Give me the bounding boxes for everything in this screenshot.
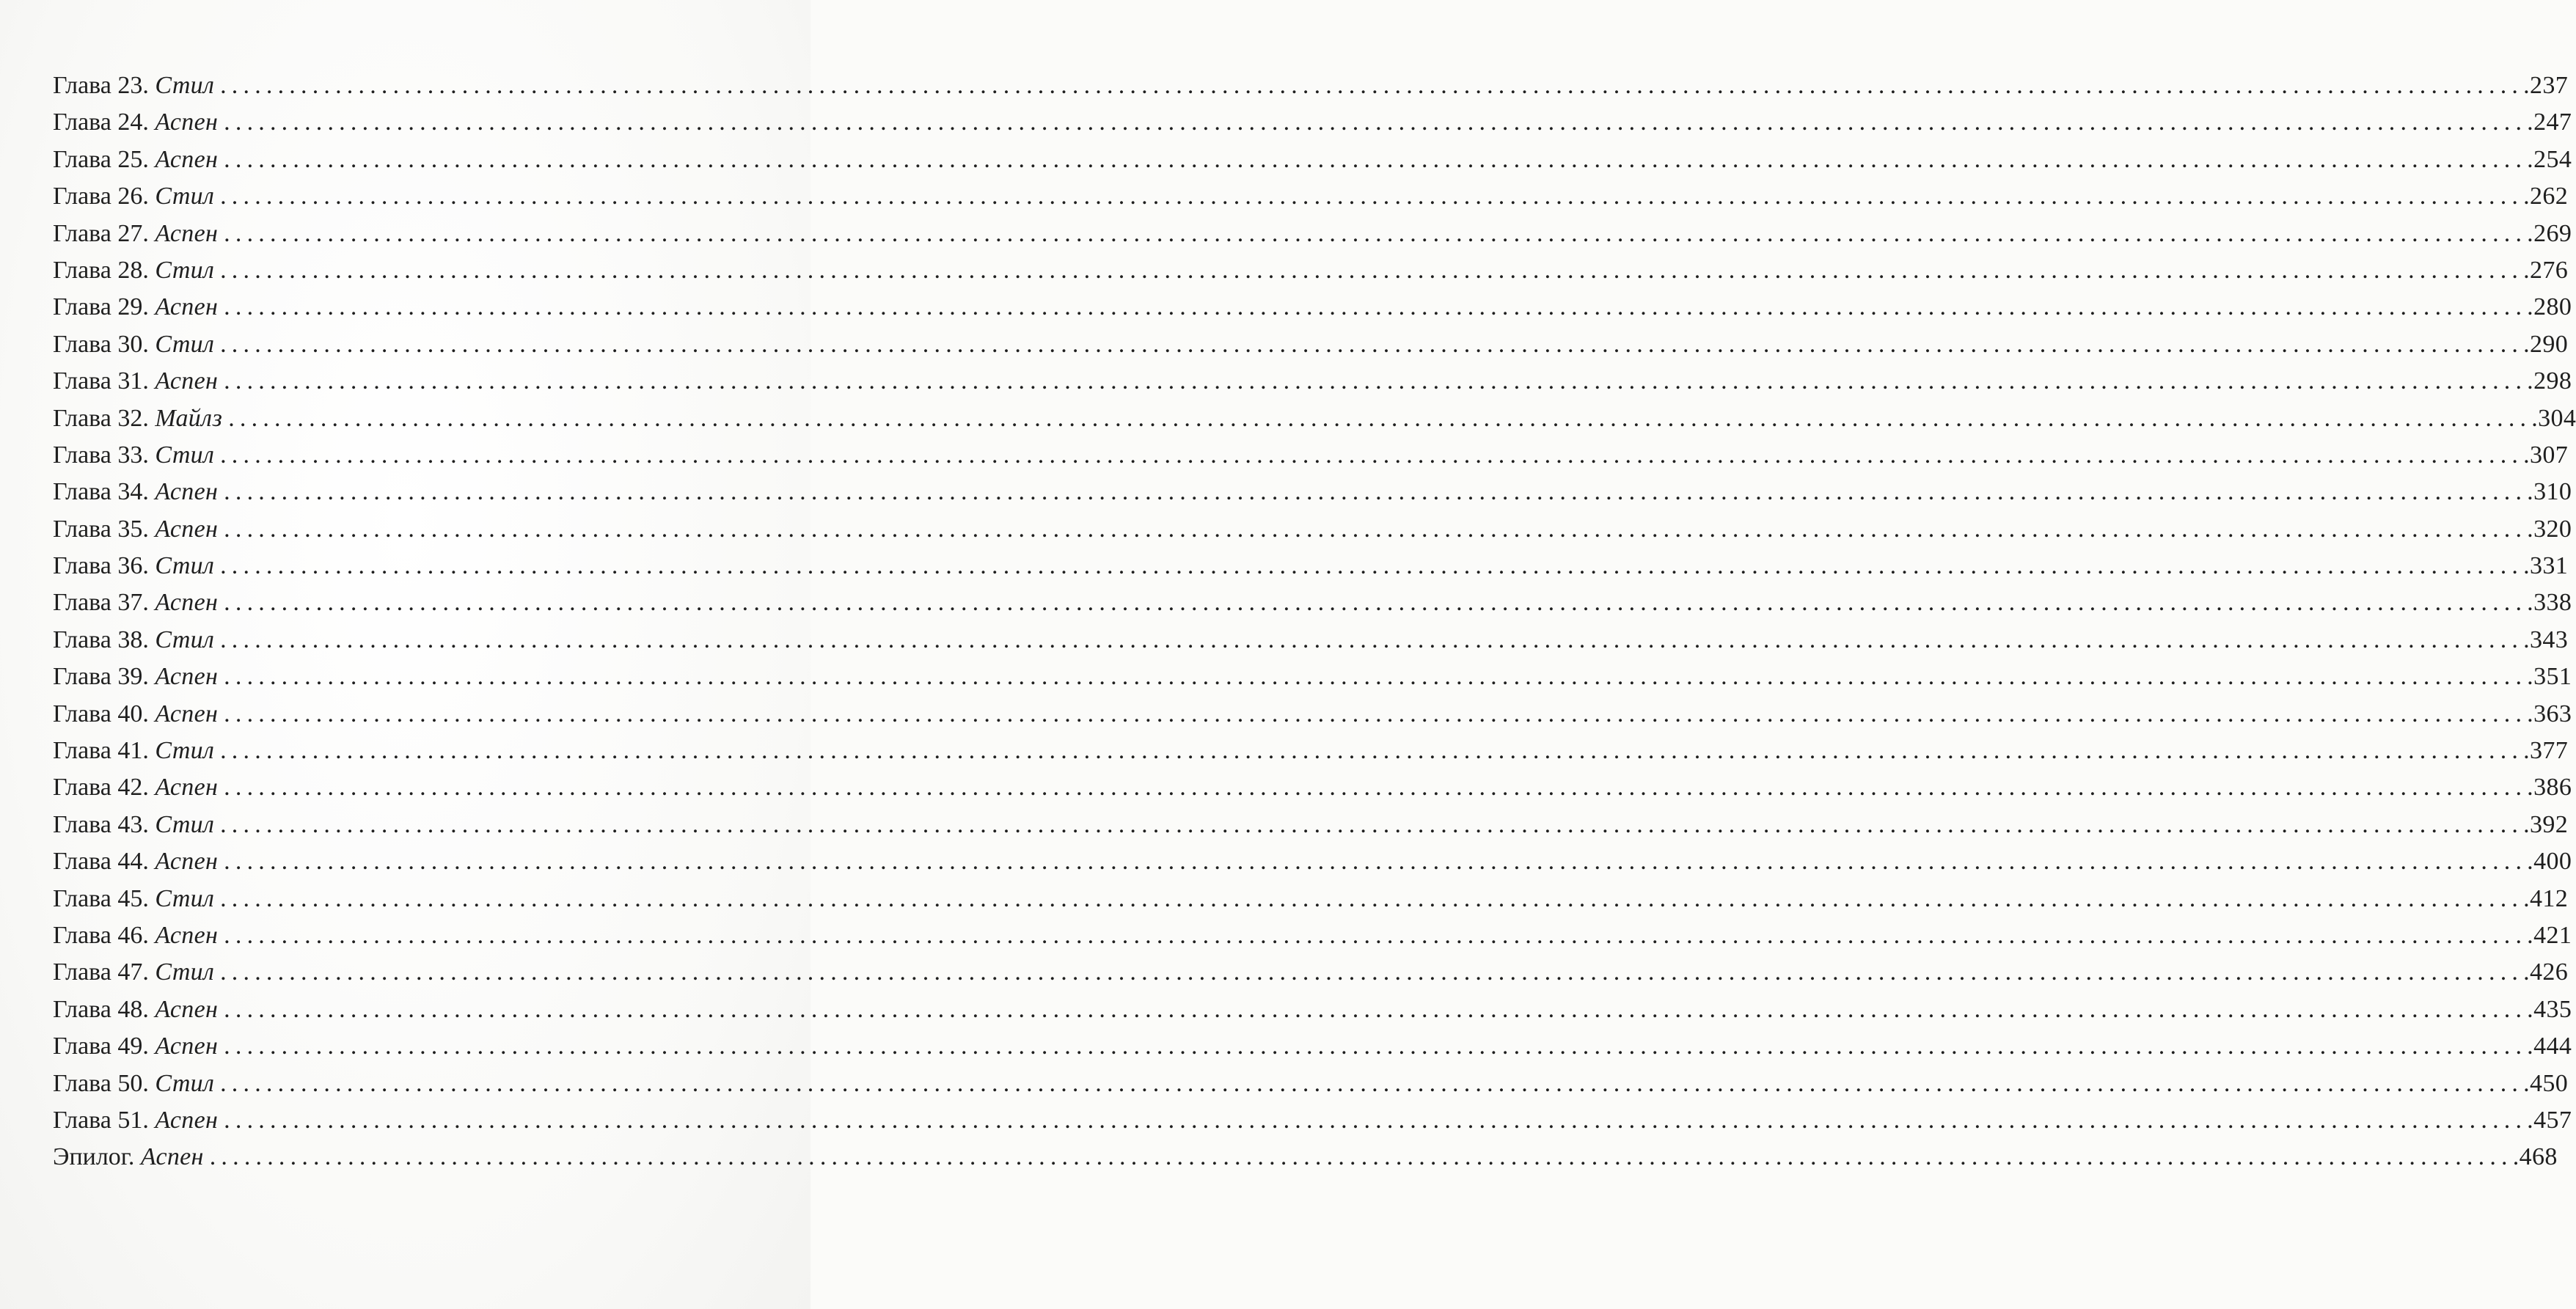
- dot-leader: ........................................................................................................................................................................................................: [224, 1033, 2528, 1060]
- dot-leader: ........................................................................................................................................................................................................: [220, 1069, 2524, 1097]
- page-number: .276: [2523, 256, 2569, 284]
- page-number: .468: [2512, 1143, 2558, 1171]
- toc-entry: [53, 991, 2572, 1028]
- dot-leader: ........................................................................................................................................................................................................: [228, 404, 2532, 432]
- toc-entry: [53, 881, 2569, 917]
- narrator-name: Аспен: [155, 848, 219, 876]
- narrator-name: Стил: [155, 737, 215, 765]
- chapter-number: Глава 49.: [53, 1033, 149, 1060]
- toc-entry: [53, 917, 2572, 954]
- page-number: .331: [2523, 552, 2569, 580]
- page-number: .444: [2527, 1033, 2572, 1060]
- chapter-number: Глава 47.: [53, 958, 149, 986]
- page-number: .237: [2523, 72, 2569, 99]
- chapter-number: Эпилог.: [53, 1143, 135, 1171]
- toc-entry-label: [53, 1028, 218, 1065]
- toc-entry-label: [53, 178, 214, 215]
- narrator-name: Аспен: [155, 293, 219, 321]
- narrator-name: Стил: [155, 552, 215, 580]
- page-number: .247: [2527, 109, 2572, 136]
- toc-entry-label: [53, 363, 218, 400]
- page-number: .307: [2523, 441, 2569, 469]
- chapter-number: Глава 38.: [53, 626, 149, 653]
- toc-entry-label: [53, 104, 218, 141]
- dot-leader: ........................................................................................................................................................................................................: [224, 145, 2528, 173]
- page-number: .412: [2523, 884, 2569, 912]
- narrator-name: Аспен: [155, 700, 219, 727]
- dot-leader: ........................................................................................................................................................................................................: [220, 72, 2524, 99]
- dot-leader: ........................................................................................................................................................................................................: [220, 884, 2524, 912]
- page-number: .400: [2527, 848, 2572, 876]
- toc-entry-label: [53, 400, 222, 437]
- narrator-name: Майлз: [155, 404, 223, 432]
- toc-entry-label: [53, 326, 214, 363]
- chapter-number: Глава 51.: [53, 1106, 149, 1134]
- chapter-number: Глава 24.: [53, 109, 149, 136]
- narrator-name: Стил: [155, 884, 215, 912]
- toc-entry-label: [53, 991, 218, 1028]
- narrator-name: Аспен: [155, 1033, 219, 1060]
- page-number: .298: [2527, 367, 2572, 395]
- narrator-name: Стил: [155, 72, 215, 99]
- page-number: .269: [2527, 219, 2572, 247]
- toc-entry: [53, 437, 2569, 474]
- toc-entry-label: [53, 622, 214, 659]
- chapter-number: Глава 48.: [53, 995, 149, 1023]
- toc-entry-label: [53, 289, 218, 326]
- page-number: .310: [2527, 478, 2572, 506]
- page-number: .421: [2527, 921, 2572, 949]
- chapter-number: Глава 42.: [53, 774, 149, 802]
- narrator-name: Стил: [155, 1069, 215, 1097]
- dot-leader: ........................................................................................................................................................................................................: [224, 700, 2528, 727]
- toc-entry-label: [53, 437, 214, 474]
- dot-leader: ........................................................................................................................................................................................................: [224, 589, 2528, 617]
- toc-entry-label: [53, 881, 214, 917]
- chapter-number: Глава 25.: [53, 145, 149, 173]
- narrator-name: Аспен: [155, 367, 219, 395]
- toc-entry: [53, 363, 2572, 400]
- toc-entry: [53, 659, 2572, 695]
- narrator-name: Стил: [155, 441, 215, 469]
- toc-entry-label: [53, 659, 218, 695]
- toc-entry: [53, 1066, 2569, 1102]
- narrator-name: Стил: [155, 626, 215, 653]
- narrator-name: Аспен: [155, 995, 219, 1023]
- chapter-number: Глава 37.: [53, 589, 149, 617]
- toc-entry: [53, 584, 2572, 621]
- toc-entry: [53, 67, 2569, 104]
- chapter-number: Глава 27.: [53, 219, 149, 247]
- chapter-number: Глава 31.: [53, 367, 149, 395]
- dot-leader: ........................................................................................................................................................................................................: [220, 737, 2524, 765]
- dot-leader: ........................................................................................................................................................................................................: [224, 848, 2528, 876]
- chapter-number: Глава 33.: [53, 441, 149, 469]
- chapter-number: Глава 35.: [53, 515, 149, 543]
- narrator-name: Стил: [155, 183, 215, 210]
- toc-entry: [53, 1139, 2558, 1176]
- toc-entry-label: [53, 67, 214, 104]
- chapter-number: Глава 39.: [53, 663, 149, 691]
- dot-leader: ........................................................................................................................................................................................................: [224, 293, 2528, 321]
- chapter-number: Глава 28.: [53, 256, 149, 284]
- narrator-name: Аспен: [155, 219, 219, 247]
- page-number: .392: [2523, 810, 2569, 838]
- dot-leader: ........................................................................................................................................................................................................: [224, 367, 2528, 395]
- toc-entry: [53, 326, 2569, 363]
- page-number: .290: [2523, 330, 2569, 358]
- dot-leader: ........................................................................................................................................................................................................: [220, 256, 2524, 284]
- chapter-number: Глава 32.: [53, 404, 149, 432]
- toc-entry: [53, 474, 2572, 510]
- page-number: .254: [2527, 145, 2572, 173]
- page-number: .304: [2531, 404, 2576, 432]
- chapter-number: Глава 29.: [53, 293, 149, 321]
- toc-entry: [53, 289, 2572, 326]
- toc-entry: [53, 1028, 2572, 1065]
- page-number: .320: [2527, 515, 2572, 543]
- narrator-name: Аспен: [155, 145, 219, 173]
- narrator-name: Аспен: [140, 1143, 204, 1171]
- page-number: .377: [2523, 737, 2569, 765]
- toc-entry-label: [53, 548, 214, 584]
- page-number: .426: [2523, 958, 2569, 986]
- dot-leader: ........................................................................................................................................................................................................: [224, 921, 2528, 949]
- chapter-number: Глава 46.: [53, 921, 149, 949]
- chapter-number: Глава 41.: [53, 737, 149, 765]
- narrator-name: Аспен: [155, 663, 219, 691]
- narrator-name: Аспен: [155, 478, 219, 506]
- toc-entry: [53, 733, 2569, 769]
- dot-leader: ........................................................................................................................................................................................................: [220, 183, 2524, 210]
- chapter-number: Глава 34.: [53, 478, 149, 506]
- dot-leader: ........................................................................................................................................................................................................: [220, 441, 2524, 469]
- page-number: .262: [2523, 183, 2569, 210]
- narrator-name: Аспен: [155, 921, 219, 949]
- dot-leader: ........................................................................................................................................................................................................: [220, 958, 2524, 986]
- toc-entry-label: [53, 511, 218, 548]
- dot-leader: ........................................................................................................................................................................................................: [224, 774, 2528, 802]
- toc-entry: [53, 622, 2569, 659]
- toc-entry: [53, 142, 2572, 178]
- toc-entry-label: [53, 1102, 218, 1139]
- narrator-name: Аспен: [155, 515, 219, 543]
- toc-entry-label: [53, 917, 218, 954]
- toc-entry: [53, 769, 2572, 806]
- toc-entry-label: [53, 1066, 214, 1102]
- toc-entry: [53, 548, 2569, 584]
- toc-entry-label: [53, 769, 218, 806]
- toc-entry: [53, 843, 2572, 880]
- toc-entry: [53, 1102, 2572, 1139]
- chapter-number: Глава 26.: [53, 183, 149, 210]
- toc-entry-label: [53, 807, 214, 843]
- toc-entry: [53, 178, 2569, 215]
- narrator-name: Стил: [155, 256, 215, 284]
- dot-leader: ........................................................................................................................................................................................................: [224, 515, 2528, 543]
- page-number: .343: [2523, 626, 2569, 653]
- page-number: .351: [2527, 663, 2572, 691]
- toc-entry: [53, 696, 2572, 733]
- chapter-number: Глава 30.: [53, 330, 149, 358]
- toc-entry: [53, 400, 2576, 437]
- narrator-name: Аспен: [155, 774, 219, 802]
- narrator-name: Стил: [155, 958, 215, 986]
- dot-leader: ........................................................................................................................................................................................................: [224, 663, 2528, 691]
- page-number: .280: [2527, 293, 2572, 321]
- dot-leader: ........................................................................................................................................................................................................: [220, 552, 2524, 580]
- narrator-name: Аспен: [155, 109, 219, 136]
- narrator-name: Аспен: [155, 1106, 219, 1134]
- narrator-name: Стил: [155, 810, 215, 838]
- page-number: .338: [2527, 589, 2572, 617]
- toc-entry-label: [53, 252, 214, 289]
- narrator-name: Аспен: [155, 589, 219, 617]
- toc-entry: [53, 511, 2572, 548]
- toc-entry-label: [53, 474, 218, 510]
- chapter-number: Глава 36.: [53, 552, 149, 580]
- dot-leader: ........................................................................................................................................................................................................: [224, 219, 2528, 247]
- chapter-number: Глава 43.: [53, 810, 149, 838]
- toc-entry-label: [53, 843, 218, 880]
- chapter-number: Глава 23.: [53, 72, 149, 99]
- dot-leader: ........................................................................................................................................................................................................: [224, 995, 2528, 1023]
- dot-leader: ........................................................................................................................................................................................................: [220, 626, 2524, 653]
- dot-leader: ........................................................................................................................................................................................................: [224, 1106, 2528, 1134]
- toc-entry: [53, 252, 2569, 289]
- page-number: .457: [2527, 1106, 2572, 1134]
- page-number: .450: [2523, 1069, 2569, 1097]
- toc-entry-label: [53, 696, 218, 733]
- chapter-number: Глава 50.: [53, 1069, 149, 1097]
- toc-entry-label: [53, 1139, 204, 1176]
- chapter-number: Глава 44.: [53, 848, 149, 876]
- chapter-number: Глава 40.: [53, 700, 149, 727]
- toc-entry-label: [53, 584, 218, 621]
- dot-leader: ........................................................................................................................................................................................................: [224, 478, 2528, 506]
- toc-entry-label: [53, 733, 214, 769]
- toc-entry: [53, 104, 2572, 141]
- toc-entry: [53, 954, 2569, 991]
- dot-leader: ........................................................................................................................................................................................................: [224, 109, 2528, 136]
- toc-entry-label: [53, 954, 214, 991]
- toc-entry: [53, 216, 2572, 252]
- page-number: .386: [2527, 774, 2572, 802]
- table-of-contents: [53, 67, 2576, 1176]
- dot-leader: ........................................................................................................................................................................................................: [209, 1143, 2513, 1171]
- page-number: .435: [2527, 995, 2572, 1023]
- toc-entry-label: [53, 142, 218, 178]
- toc-entry-label: [53, 216, 218, 252]
- dot-leader: ........................................................................................................................................................................................................: [220, 330, 2524, 358]
- page-number: .363: [2527, 700, 2572, 727]
- chapter-number: Глава 45.: [53, 884, 149, 912]
- narrator-name: Стил: [155, 330, 215, 358]
- toc-entry: [53, 807, 2569, 843]
- dot-leader: ........................................................................................................................................................................................................: [220, 810, 2524, 838]
